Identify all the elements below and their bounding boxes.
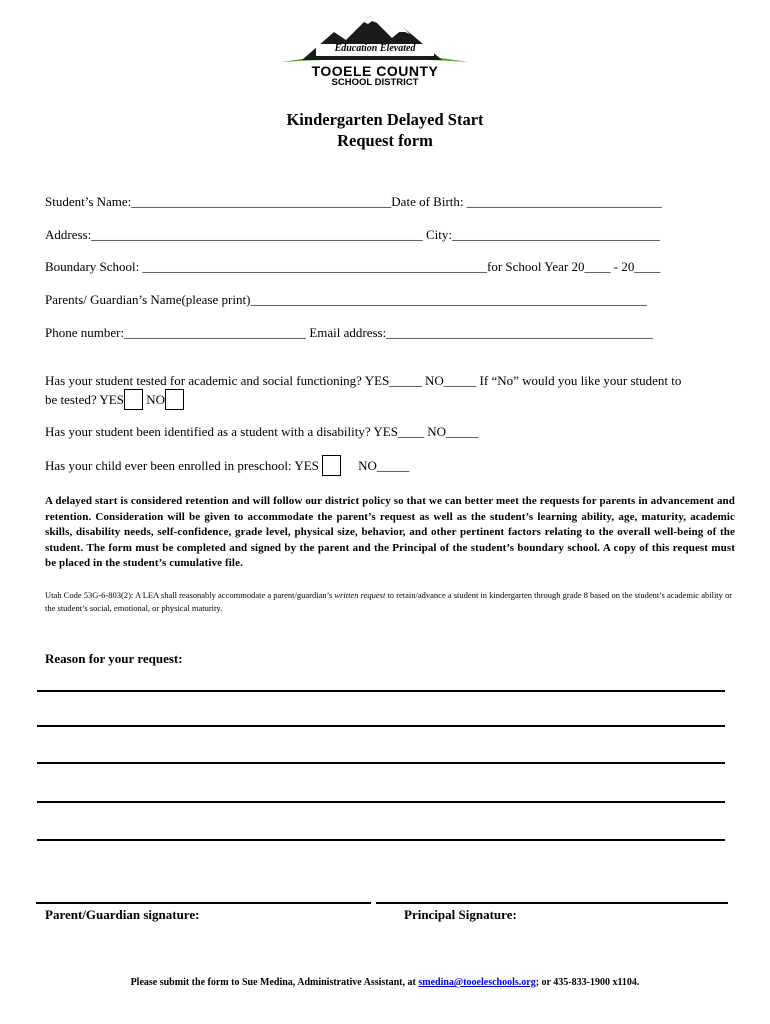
footer-text: Please submit the form to Sue Medina, Administrative Assistant, at [130,977,419,988]
preschool-yes-checkbox[interactable] [322,455,341,476]
tested-yes-checkbox[interactable] [124,389,143,410]
utah-code-emphasis: written request [334,590,386,600]
phone-email-field[interactable]: Phone number:____________________________ Email address:_________________________________________ [45,325,653,340]
policy-paragraph: A delayed start is considered retention and will follow our district policy so that we can better meet the requests for parents in advancement and retention. Consideration will be given to accommodate the parent’s request as well as the student’s learning ability, age, maturity, academic skills, disability needs, self-confidence, grade level, physical size, behavior, and other pertinent factors relating to the overall well-being of the student. The form must be completed and signed by the parent and the Principal of the student’s boundary school. A copy of this request must be placed in the student’s cumulative file. [45,495,735,569]
tested-no-label: NO [146,392,165,407]
logo-name-line2: SCHOOL DISTRICT [331,77,419,88]
tested-no-checkbox[interactable] [165,389,184,410]
reason-label: Reason for your request: [45,651,183,666]
preschool-yes-label: Has your child ever been enrolled in preschool: YES [45,458,319,473]
tested-followup [45,389,184,410]
tested-yes-label: be tested? YES [45,392,124,407]
principal-signature-line[interactable] [376,902,728,904]
reason-line-1[interactable] [37,690,725,692]
form-title: Kindergarten Delayed Start [286,110,484,129]
preschool-question [45,455,409,476]
address-field[interactable]: Address:___________________________________________________ City:________________________________ [45,227,660,242]
tested-question: Has your student tested for academic and social functioning? YES_____ NO_____ If “No” would you like your student to [45,373,682,388]
principal-signature-label: Principal Signature: [404,907,517,922]
footer-phone: ; or 435-833-1900 x1104. [535,977,640,988]
reason-line-5[interactable] [37,839,725,841]
utah-code-text-rest: to retain/advance a student in kindergarten through grade 8 based on the student’s academic ability or the student’s social, emotional, or physical maturity. [45,590,733,613]
reason-line-4[interactable] [37,801,725,803]
form-subtitle: Request form [337,131,433,150]
logo-tagline: Education Elevated [334,43,416,54]
reason-line-3[interactable] [37,762,725,764]
footer-note [0,977,770,988]
boundary-school-field[interactable]: Boundary School: _____________________________________________________for School Year 20____ - 20____ [45,259,661,274]
utah-code-note [45,589,735,615]
reason-line-2[interactable] [37,725,725,727]
student-name-field[interactable]: Student’s Name:________________________________________Date of Birth: ______________________________ [45,194,662,209]
disability-question[interactable]: Has your student been identified as a student with a disability? YES____ NO_____ [45,424,479,439]
email-link[interactable]: smedina@tooeleschools.org [418,977,536,988]
parent-signature-label: Parent/Guardian signature: [45,907,200,922]
parent-name-field[interactable]: Parents/ Guardian’s Name(please print)_____________________________________________________________ [45,292,647,307]
preschool-no-label[interactable]: NO_____ [358,458,410,473]
parent-signature-line[interactable] [36,902,371,904]
district-logo [282,10,468,90]
utah-code-text: Utah Code 53G-6-803(2): A LEA shall reasonably accommodate a parent/guardian’s [45,590,335,600]
logo-name-line1: TOOELE COUNTY [311,63,439,79]
